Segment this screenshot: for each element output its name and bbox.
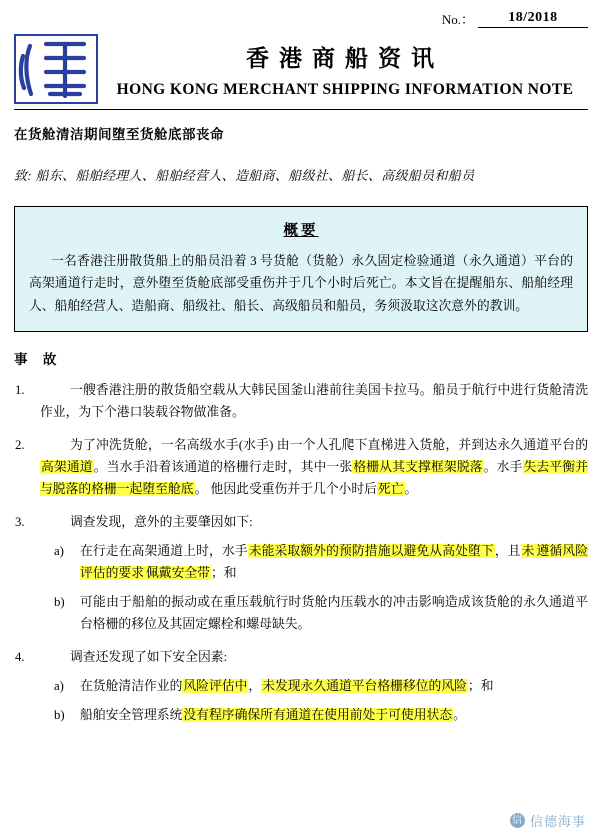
numbered-paragraph: [14, 434, 588, 500]
watermark: [510, 811, 586, 830]
sub-paragraph-text: 在货舱清洁作业的风险评估中，未发现永久通道平台格栅移位的风险；和: [80, 679, 494, 694]
sub-paragraph-text: 船舶安全管理系统没有程序确保所有通道在使用前处于可使用状态。: [80, 708, 466, 723]
sub-paragraph: [14, 540, 588, 584]
summary-title: 概要: [283, 223, 319, 239]
highlighted-text: 格栅从其支撑框架脱落: [353, 460, 483, 475]
header-divider: [14, 109, 588, 110]
highlighted-text: 未: [521, 544, 535, 559]
sub-paragraph: [14, 591, 588, 635]
sub-paragraph-text: 在行走在高架通道上时，水手未能采取额外的预防措施以避免从高处堕下，且未 遵循风险评估的要求 佩戴安全带；和: [80, 544, 589, 581]
paragraph-number: 2.: [15, 438, 25, 453]
highlighted-text: 高架通道: [41, 460, 93, 475]
accident-body: [14, 379, 588, 726]
sub-paragraph-label: b): [54, 595, 65, 610]
highlighted-text: 失去平衡并与脱落的格栅一起堕至舱底: [40, 460, 589, 497]
highlighted-text: 风险评估中: [183, 679, 248, 694]
watermark-text: 信德海事: [529, 814, 586, 829]
highlighted-text: 未能采取额外的预防措施以避免从高处堕下: [248, 544, 494, 559]
subject-line: 在货舱清洁期间堕至货舱底部丧命: [14, 127, 224, 142]
sub-paragraph-label: b): [54, 708, 65, 723]
document-number-line: [14, 0, 588, 28]
title-chinese: 香港商船资讯: [246, 45, 444, 71]
paragraph-text: 一艘香港注册的散货船空载从大韩民国釜山港前往美国卡拉马。船员于航行中进行货舱清洗作业，为下个港口装载谷物做准备。: [40, 383, 588, 420]
sub-paragraph: [14, 704, 588, 726]
sub-paragraph: [14, 675, 588, 697]
highlighted-text: 未发现永久通道平台格栅移位的风险: [262, 679, 467, 694]
highlighted-text: 没有程序确保所有通道在使用前处于可使用状态: [183, 708, 453, 723]
document-number-value: 18/2018: [478, 10, 588, 28]
title-english: HONG KONG MERCHANT SHIPPING INFORMATION NOTE: [116, 80, 574, 98]
watermark-badge-icon: 信: [511, 815, 523, 826]
paragraph-text: 调查发现，意外的主要肇因如下:: [70, 515, 253, 530]
numbered-paragraph: [14, 379, 588, 423]
section-heading-accident: 事 故: [14, 352, 63, 368]
logo-glyph: [16, 36, 96, 102]
sub-paragraph-text: 可能由于船舶的振动或在重压载航行时货舱内压载水的冲击影响造成该货舱的永久通道平台格栅的移位及其固定螺栓和螺母缺失。: [80, 595, 588, 632]
paragraph-number: 1.: [15, 383, 25, 398]
highlighted-text: 遵循风险评估的要求: [80, 544, 589, 581]
sub-paragraph-label: a): [54, 679, 64, 694]
title-block: [98, 40, 588, 99]
marine-department-logo-icon: [14, 34, 98, 104]
paragraph-number: 3.: [15, 515, 25, 530]
highlighted-text: 佩戴安全带: [145, 566, 210, 581]
addressee-line: 致: 船东、船舶经理人、船舶经营人、造船商、船级社、船长、高级船员和船员: [14, 168, 475, 183]
paragraph-text: 为了冲洗货舱，一名高级水手(水手) 由一个人孔爬下直梯进入货舱，并到达永久通道平台的高架通道。当水手沿着该通道的格栅行走时，其中一张格栅从其支撑框架脱落。水手失去平衡并与脱落的格栅一起堕至舱底。 他因此受重伤并于几个小时后死亡。: [40, 438, 589, 497]
document-number-label: No.：: [441, 12, 474, 27]
numbered-paragraph: [14, 511, 588, 533]
masthead: [14, 32, 588, 106]
highlighted-text: 死亡: [377, 482, 404, 497]
numbered-paragraph: [14, 646, 588, 668]
sub-paragraph-label: a): [54, 544, 64, 559]
summary-body: 一名香港注册散货船上的船员沿着 3 号货舱（货舱）永久固定检验通道（永久通道）平台的高架通道行走时，意外堕至货舱底部受重伤并于几个小时后死亡。本文旨在提醒船东、船舶经理人、船舶经营人、造船商、船级社、船长、高级船员和船员，务须汲取这次意外的教训。: [29, 254, 573, 313]
paragraph-text: 调查还发现了如下安全因素:: [70, 650, 228, 665]
summary-box: [14, 206, 588, 332]
paragraph-number: 4.: [15, 650, 25, 665]
